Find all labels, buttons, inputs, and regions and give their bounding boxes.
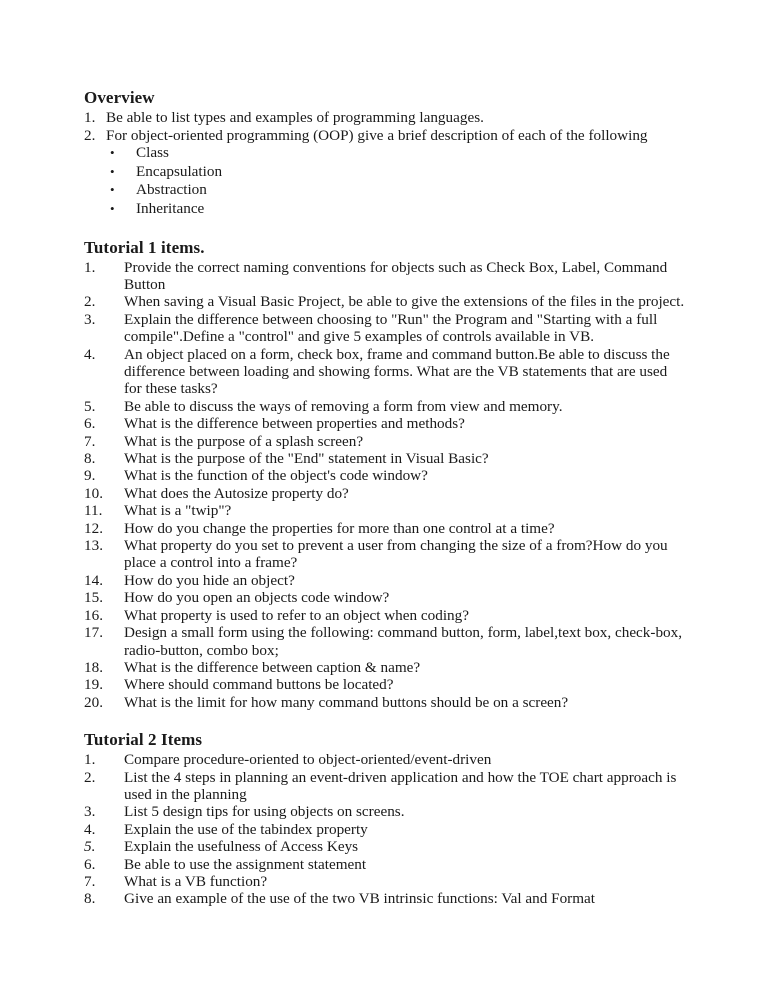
list-item-number: 7. [84,872,96,890]
list-item-text: What is a "twip"? [124,502,232,520]
overview-list [84,109,686,144]
list-item-text: What is the difference between caption & name? [124,658,421,676]
list-item-text: Compare procedure-oriented to object-oriented/event-driven [124,751,492,769]
list-item-text: How do you change the properties for more than one control at a time? [124,519,555,537]
list-item-number: 19. [84,676,103,694]
list-item [84,398,686,415]
overview-bullet-list [84,144,686,218]
bullet-dot-icon: • [110,145,115,161]
list-item-number: 7. [84,432,96,450]
section-tutorial-2 [84,730,686,908]
list-item [84,181,686,200]
list-item-text: Where should command buttons be located? [124,676,394,694]
overview-heading: Overview [84,88,155,107]
list-item-number: 4. [84,820,96,838]
list-item-text: Give an example of the use of the two VB intrinsic functions: Val and Format [124,890,596,908]
list-item [84,676,686,693]
list-item-text: Abstraction [136,181,207,199]
list-item [84,311,686,346]
list-item-number: 8. [84,890,96,908]
list-item-text: Explain the difference between choosing to "Run" the Program and "Starting with a full compile".Define a "control" and give 5 examples of controls available in VB. [124,310,658,346]
list-item [84,873,686,890]
list-item-text: Explain the use of the tabindex property [124,820,368,838]
list-item [84,659,686,676]
list-item-text: What is a VB function? [124,872,268,890]
list-item [84,589,686,606]
list-item-number: 12. [84,519,103,537]
bullet-dot-icon: • [110,163,115,179]
list-item [84,450,686,467]
list-item-number: 6. [84,415,96,433]
list-item-text: Inheritance [136,199,205,217]
list-item [84,433,686,450]
list-item [84,259,686,294]
list-item [84,415,686,432]
list-item-text: What is the purpose of the "End" statement in Visual Basic? [124,450,489,468]
tutorial-1-list [84,259,686,712]
list-item [84,751,686,768]
list-item-number: 1. [84,258,96,276]
tutorial-2-list [84,751,686,908]
section-overview [84,88,686,219]
list-item [84,607,686,624]
list-item-text: Encapsulation [136,162,223,180]
list-item-text: Class [136,144,169,162]
list-item-number: 4. [84,345,96,363]
list-item-text: For object-oriented programming (OOP) give a brief description of each of the following [106,126,648,144]
list-item [84,346,686,398]
list-item [84,838,686,855]
list-item [84,293,686,310]
list-item-text: Be able to list types and examples of programming languages. [106,109,484,126]
list-item-number: 5. [84,397,96,415]
list-item [84,467,686,484]
list-item-text: What is the limit for how many command buttons should be on a screen? [124,693,569,711]
bullet-dot-icon: • [110,200,115,216]
list-item-number: 18. [84,658,103,676]
list-item-number: 15. [84,589,103,607]
list-item-number: 13. [84,537,103,555]
tutorial-1-heading: Tutorial 1 items. [84,237,205,257]
list-item-text: What is the purpose of a splash screen? [124,432,364,450]
list-item-text: What does the Autosize property do? [124,484,349,502]
list-item-number: 2. [84,768,96,786]
list-item-number: 6. [84,855,96,873]
list-item-text: Be able to use the assignment statement [124,855,367,873]
list-item-text: What property do you set to prevent a user from changing the size of a from?How do you place a control into a frame? [124,537,668,572]
list-item-text: Provide the correct naming conventions for objects such as Check Box, Label, Command Button [124,258,668,293]
list-item [84,520,686,537]
list-item-number: 3. [84,310,96,328]
list-item [84,803,686,820]
list-item-text: An object placed on a form, check box, frame and command button.Be able to discuss the difference between loading and showing forms. What are the VB statements that are used for these tasks? [124,345,670,398]
list-item [84,624,686,659]
list-item [84,694,686,711]
list-item-text: List the 4 steps in planning an event-driven application and how the TOE chart approach is used in the planning [124,768,677,803]
list-item [84,485,686,502]
list-item [84,109,686,127]
list-item-number: 11. [84,502,103,520]
list-item-text: How do you open an objects code window? [124,589,390,607]
list-item-number: 14. [84,571,103,589]
list-item [84,821,686,838]
list-item-number: 20. [84,693,103,711]
list-item-number: 1. [84,109,96,126]
list-item-number: 1. [84,751,96,769]
list-item [84,537,686,572]
list-item-text: What is the difference between properties and methods? [124,415,465,433]
tutorial-2-heading: Tutorial 2 Items [84,730,203,750]
list-item-number: 9. [84,467,96,485]
list-item-text: How do you hide an object? [124,571,295,589]
list-item [84,572,686,589]
list-item [84,144,686,163]
list-item [84,163,686,182]
list-item [84,856,686,873]
list-item [84,502,686,519]
section-tutorial-1 [84,238,686,712]
list-item-number: 5. [84,838,96,856]
list-item-number: 17. [84,624,103,642]
list-item-text: What is the function of the object's code window? [124,467,428,485]
list-item [84,769,686,804]
list-item-text: Explain the usefulness of Access Keys [124,838,359,856]
list-item [84,200,686,219]
list-item-number: 3. [84,803,96,821]
list-item-number: 8. [84,450,96,468]
list-item-text: What property is used to refer to an object when coding? [124,606,469,624]
list-item-text: List 5 design tips for using objects on screens. [124,803,405,821]
list-item-text: When saving a Visual Basic Project, be able to give the extensions of the files in the project. [124,293,685,311]
list-item [84,890,686,907]
list-item-number: 2. [84,293,96,311]
list-item-text: Be able to discuss the ways of removing a form from view and memory. [124,397,563,415]
list-item-number: 2. [84,126,96,144]
list-item-number: 16. [84,606,103,624]
list-item-text: Design a small form using the following: command button, form, label,text box, check-box, radio-button, combo box; [124,624,683,659]
list-item [84,127,686,145]
list-item-number: 10. [84,484,103,502]
bullet-dot-icon: • [110,182,115,198]
